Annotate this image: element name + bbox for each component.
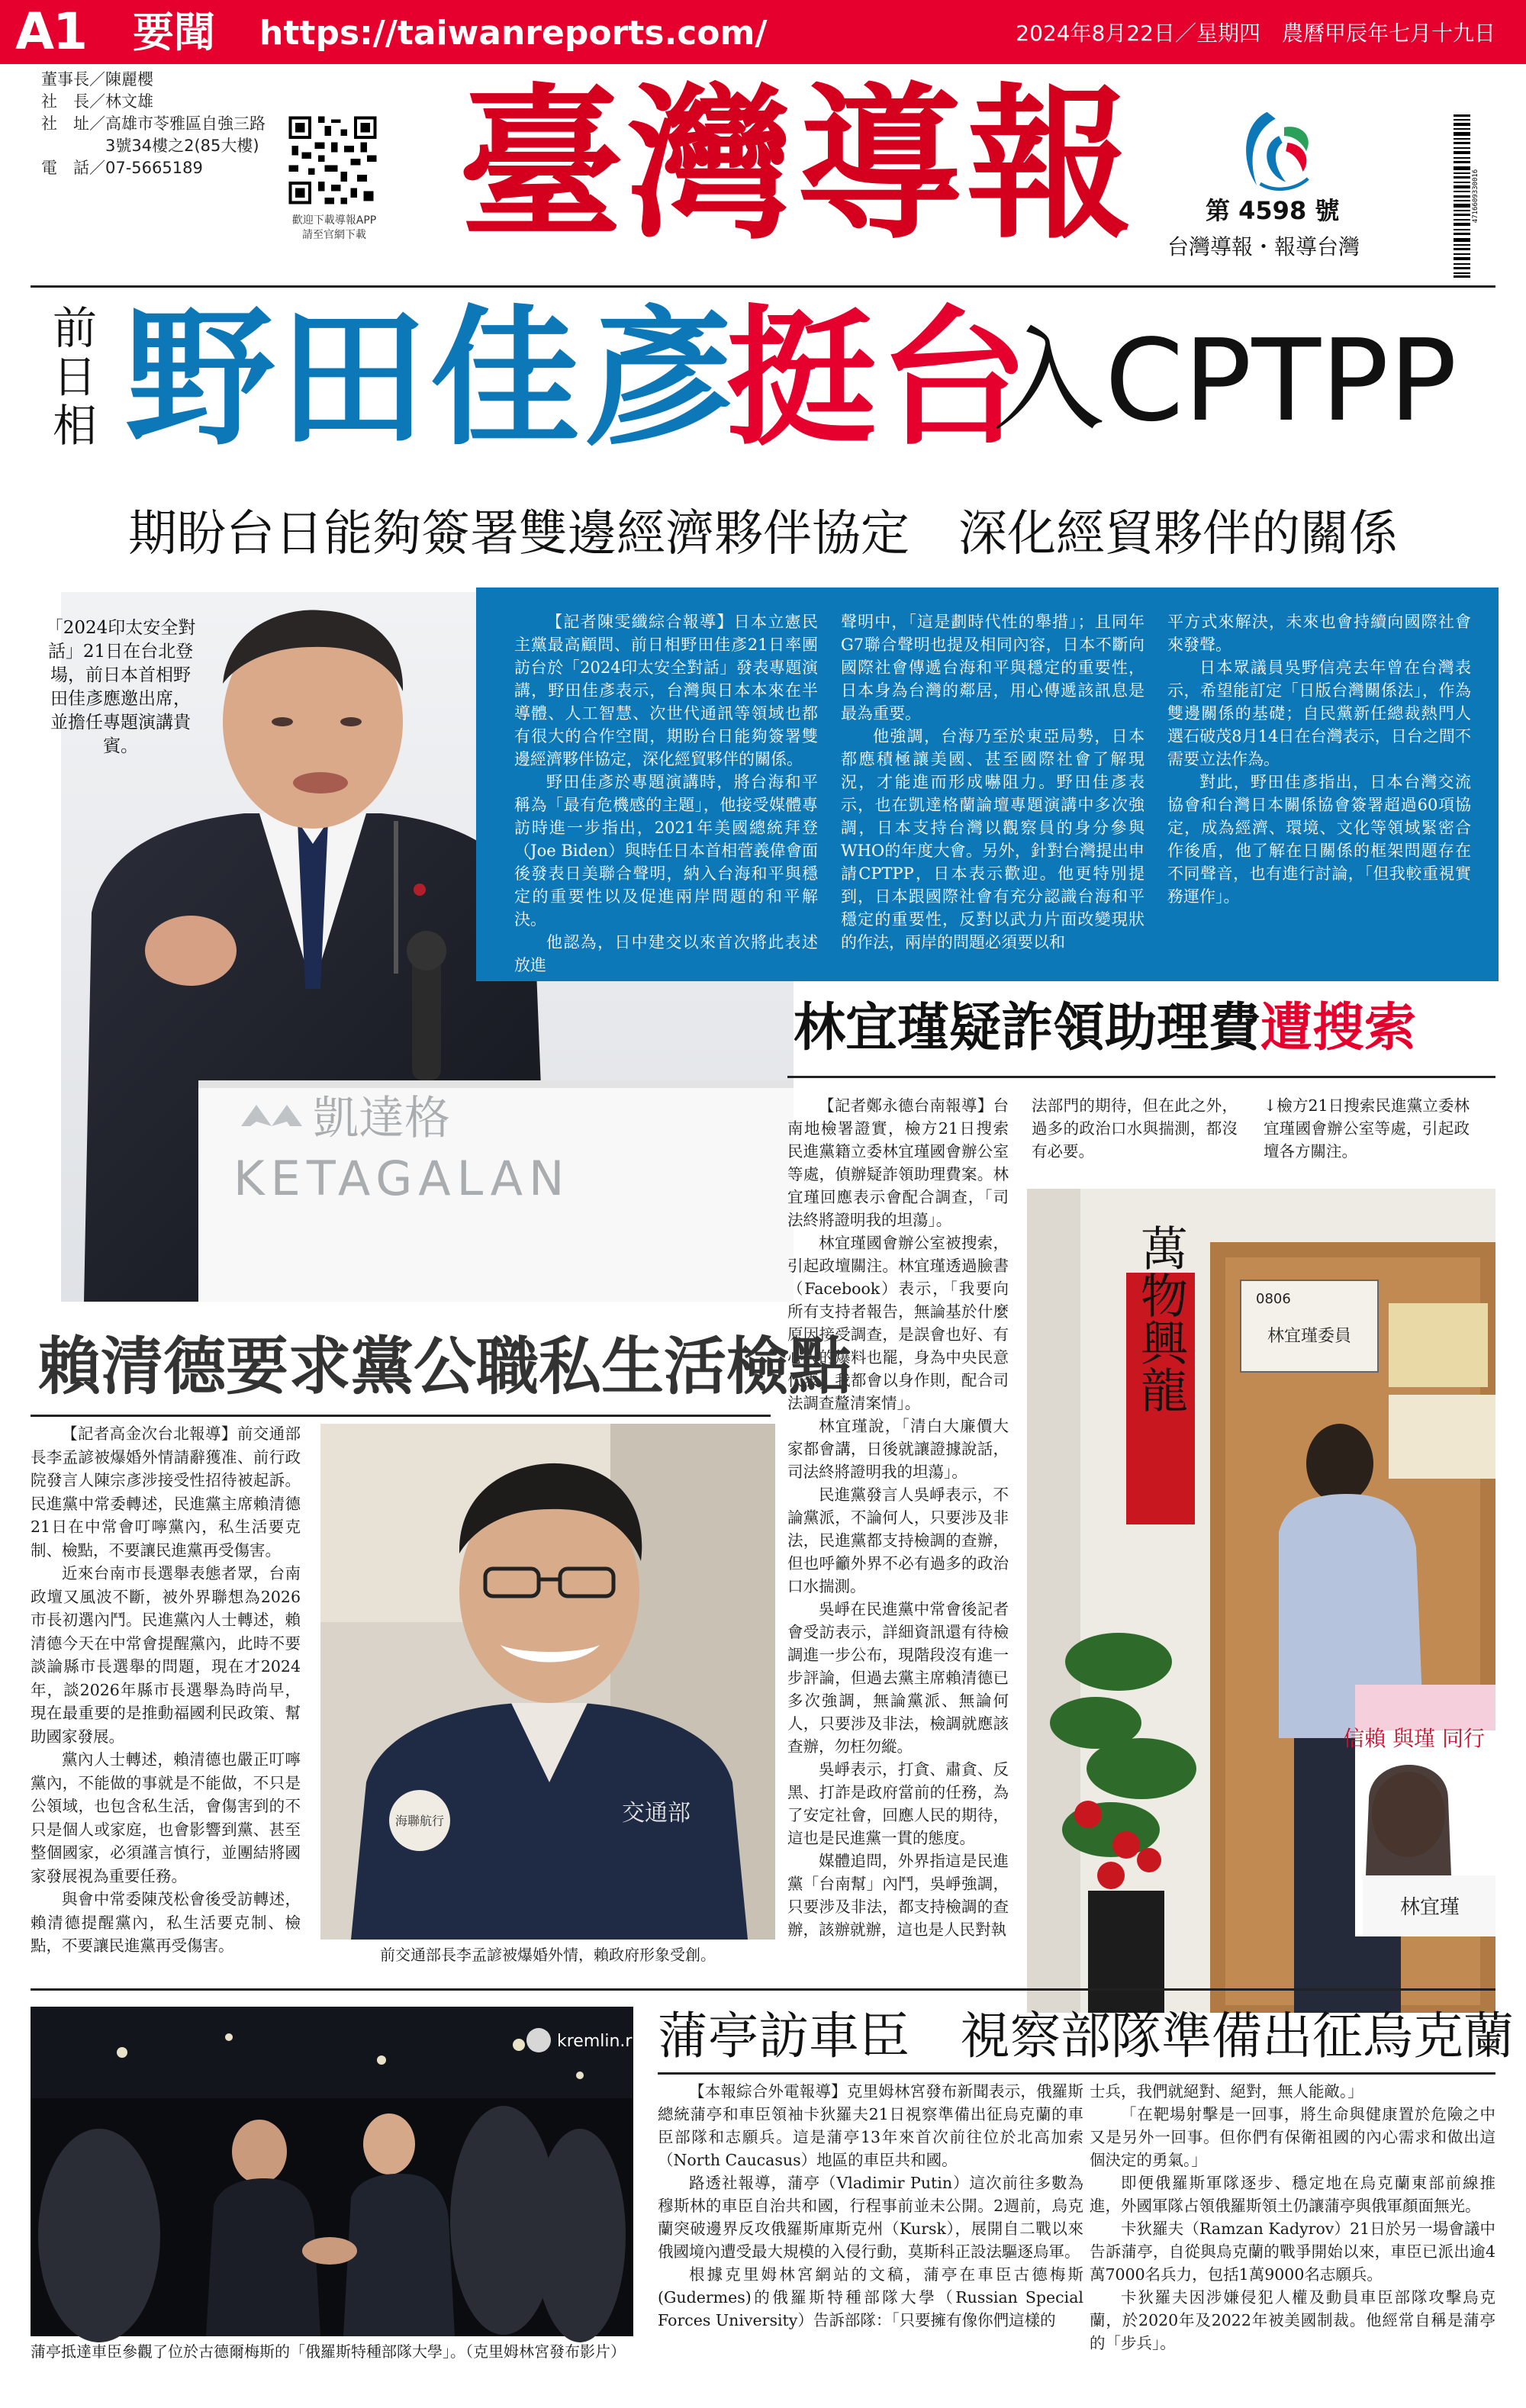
paragraph: 平方式來解決，未來也會持續向國際社會來發聲。 — [1167, 613, 1471, 654]
lead-photo-caption: 「2024印太安全對話」21日在台北登場，前日本首相野田佳彥應邀出席，並擔任專題演講貴賓。 — [45, 618, 196, 756]
paragraph: 對此，野田佳彥指出，日本台灣交流協會和台灣日本關係協會簽署超過60項協定，成為經濟、環境、文化等領域緊密合作後盾，他了解在日關係的框架問題存在不同聲音，也有進行討論，「但我較重視實務運作」。 — [1167, 773, 1471, 906]
article3-body — [31, 1422, 301, 1958]
paragraph: 黨內人士轉述，賴清德也嚴正叮嚀黨內，不能做的事就是不能做，不只是公領域，也包含私生活，會傷害到的不只是個人或家庭，也會影響到黨、甚至整個國家，必須謹言慎行，並團結將國家發展視為重要任務。 — [31, 1750, 301, 1885]
lead-body-column — [514, 610, 818, 974]
calligraphy-text: 萬物興龍 — [1132, 1224, 1189, 1413]
issue-date: 2024年8月22日／星期四 農曆甲辰年七月十九日 — [1016, 21, 1495, 46]
lead-body-column — [1167, 610, 1471, 966]
paragraph: 士兵，我們就絕對、絕對，無人能敵。」 — [1090, 2082, 1363, 2101]
article4-rule — [658, 2072, 1495, 2075]
staff-line: 電 話／07-5665189 — [41, 159, 203, 177]
article3-photo — [320, 1424, 775, 1940]
newspaper-logo-icon — [1235, 107, 1320, 192]
article4-photo — [31, 2007, 643, 2336]
article2-photo — [1027, 1189, 1495, 2013]
qr-code-icon[interactable] — [285, 113, 380, 208]
article2-body — [787, 1094, 1009, 2010]
slogan: 台灣導報・報導台灣 — [1167, 234, 1360, 259]
section-name: 要聞 — [133, 8, 215, 56]
poster-tagline: 信賴 與瑾 同行 — [1343, 1726, 1485, 1751]
paragraph: 日本眾議員吳野信亮去年曾在台灣表示，希望能訂定「日版台灣關係法」，作為雙邊關係的基礎；自民黨新任總裁熱門人選石破茂8月14日在台灣表示，日台之間不需要立法作為。 — [1167, 658, 1471, 768]
paragraph: 林宜瑾說，「清白大廉價大家都會講，日後就讓證據說話，司法終將證明我的坦蕩」。 — [787, 1417, 1009, 1481]
article4-top-rule — [31, 1988, 1495, 1991]
podium-logo-cn: 凱達格 — [313, 1092, 450, 1145]
jacket-badge-text: 交通部 — [622, 1800, 691, 1827]
headline-kicker: 前日相 — [52, 302, 97, 452]
poster-name: 林宜瑾 — [1399, 1896, 1460, 1919]
article2-headline — [794, 992, 1416, 1065]
qr-caption: 歡迎下載導報APP 請至官網下載 — [291, 214, 377, 241]
headline-verb: 挺台 — [726, 292, 1032, 466]
article2-headline-accent: 遭搜索 — [1260, 998, 1417, 1058]
staff-line: 董事長／陳麗櫻 — [41, 70, 153, 89]
headline-name: 野田佳彥 — [125, 292, 736, 466]
section-code: A1 — [15, 2, 87, 61]
paragraph: 即便俄羅斯軍隊逐步、穩定地在烏克蘭東部前線推進，外國軍隊占領俄羅斯領土仍讓蒲亭與俄軍顏面無光。 — [1090, 2174, 1495, 2215]
photo-watermark: kremlin.ru — [557, 2032, 643, 2051]
room-number: 0806 — [1256, 1291, 1291, 1307]
paragraph: 根據克里姆林宮網站的文稿，蒲亭在車臣古德梅斯(Gudermes)的俄羅斯特種部隊大學（Russian Special Forces University）告訴部隊：「只要擁有像你們這樣的 — [658, 2265, 1083, 2329]
article4-headline: 蒲亭訪車臣 視察部隊準備出征烏克蘭 — [658, 2007, 1514, 2065]
staff-line: 社 長／林文雄 — [41, 92, 153, 111]
lead-article-box — [476, 588, 1499, 981]
issue-number: 第 4598 號 — [1206, 196, 1340, 225]
badge-pin-text: 海聯航行 — [394, 1814, 445, 1828]
paragraph: 卡狄羅夫因涉嫌侵犯人權及動員車臣部隊攻擊烏克蘭，於2020年及2022年被美國制裁。他經常自稱是蒲亭的「步兵」。 — [1090, 2288, 1495, 2352]
article2-rule — [787, 1076, 1495, 1078]
paragraph: 野田佳彥於專題演講時，將台海和平稱為「最有危機感的主題」，他接受媒體專訪時進一步指出，2021年美國總統拜登（Joe Biden）與時任日本首相菅義偉會面後發表日美聯合聲明，納入台海和平與穩定的重要性以及促進兩岸問題的和平解決。 — [514, 773, 818, 929]
paragraph: 民進黨發言人吳崢表示，不論黨派，不論何人，只要涉及非法，民進黨都支持檢調的查辦，但也呼籲外界不必有過多的政治口水揣測。 — [787, 1486, 1009, 1595]
staff-line: 3號34樓之2(85大樓) — [41, 137, 259, 155]
paragraph: 聲明中，「這是劃時代性的舉措」；且同年G7聯合聲明也提及相同內容，日本不斷向國際社會傳遞台海和平與穩定的重要性，日本身為台灣的鄰居，用心傳遞該訊息是最為重要。 — [841, 613, 1144, 723]
article2-headline-main: 林宜瑾疑詐領助理費 — [794, 998, 1261, 1058]
podium-logo-en: KETAGALAN — [233, 1151, 571, 1206]
paragraph: 他強調，台海乃至於東亞局勢，日本都應積極讓美國、甚至國際社會了解現況，才能進而形成嚇阻力。野田佳彥表示，也在凱達格蘭論壇專題演講中多次強調，日本支持台灣以觀察員的身分參與WHO的年度大會。另外，針對台灣提出申請CPTPP，日本表示歡迎。他更特別提到，日本跟國際社會有充分認識台海和平穩定的重要性，反對以武力片面改變現狀的作法，兩岸的問題必須要以和 — [841, 727, 1144, 951]
article3-rule — [31, 1415, 771, 1417]
article2-top-right — [1032, 1094, 1474, 1186]
article4-photo-caption: 蒲亭抵達車臣參觀了位於古德爾梅斯的「俄羅斯特種部隊大學」。（克里姆林宮發布影片） — [31, 2342, 626, 2361]
paragraph: 媒體追問，外界指這是民進黨「台南幫」內鬥，吳崢強調，只要涉及非法，都支持檢調的查辦，該辦就辦，這也是人民對執 — [787, 1852, 1009, 1939]
article4-body-column — [658, 2080, 1083, 2332]
article2-photo-caption: ↓檢方21日搜索民進黨立委林宜瑾國會辦公室等處，引起政壇各方關注。 — [1264, 1096, 1470, 1161]
article3-photo-caption: 前交通部長李孟諺被爆婚外情，賴政府形象受創。 — [380, 1946, 716, 1964]
paragraph: 卡狄羅夫（Ramzan Kadyrov）21日於另一場會議中告訴蒲亭，自從與烏克蘭的戰爭開始以來，車臣已派出逾4萬7000名兵力，包括1萬9000名志願兵。 — [1090, 2220, 1495, 2284]
paragraph: 吳崢在民進黨中常會後記者會受訪表示，詳細資訊還有待檢調進一步公布，現階段沒有進一步評論，但過去黨主席賴清德已多次強調，無論黨派、無論何人，只要涉及非法，檢調就應該查辦，勿枉勿縱。 — [787, 1600, 1009, 1756]
staff-line: 社 址／高雄市苓雅區自強三路 — [41, 114, 266, 133]
paragraph: 路透社報導，蒲亭（Vladimir Putin）這次前往多數為穆斯林的車臣自治共和國，行程事前並未公開。2週前，烏克蘭突破邊界反攻俄羅斯庫斯克州（Kursk），展開自二戰以來俄國境內遭受最大規模的入侵行動，莫斯科正設法驅逐烏軍。 — [658, 2174, 1083, 2261]
lead-subheadline: 期盼台日能夠簽署雙邊經濟夥伴協定 深化經貿夥伴的關係 — [128, 506, 1398, 562]
paragraph: 【記者陳雯纖綜合報導】日本立憲民主黨最高顧問、前日相野田佳彥21日率團訪台於「2024印太安全對話」發表專題演講，野田佳彥表示，台灣與日本本來在半導體、人工智慧、次世代通訊等領域也都有很大的合作空間，期盼台日能夠簽署雙邊經濟夥伴協定，深化經貿夥伴的關係。 — [514, 613, 818, 768]
paragraph: 【記者高金次台北報導】前交通部長李孟諺被爆婚外情請辭獲准、前行政院發言人陳宗彥涉接受性招待被起訴。民進黨中常委轉述，民進黨主席賴清德21日在中常會叮嚀黨內，私生活要克制、檢點，不要讓民進黨再受傷害。 — [31, 1425, 301, 1560]
paragraph: 【本報綜合外電報導】克里姆林宮發布新聞表示，俄羅斯總統蒲亭和車臣領袖卡狄羅夫21日視察準備出征烏克蘭的車臣部隊和志願兵。這是蒲亭13年來首次前往位於北高加索（North Caucasus）地區的車臣共和國。 — [658, 2082, 1083, 2169]
lead-body-column — [841, 610, 1144, 966]
headline-rest: 入CPTPP — [992, 315, 1457, 446]
paragraph: 林宜瑾國會辦公室被搜索，引起政壇關注。林宜瑾透過臉書（Facebook）表示，「我要向所有支持者報告，無論基於什麼原因接受調查，是誤會也好、有心人的爆料也罷，身為中央民意代表，我都會以身作則，配合司法調查釐清案情」。 — [787, 1234, 1009, 1412]
site-url-link[interactable]: https://taiwanreports.com/ — [259, 14, 768, 53]
door-sign: 林宜瑾委員 — [1267, 1327, 1352, 1346]
masthead-rule — [31, 285, 1495, 288]
newspaper-title: 臺灣導報 — [458, 67, 1136, 261]
paragraph: 與會中常委陳茂松會後受訪轉述，賴清德提醒黨內，私生活要克制、檢點，不要讓民進黨再受傷害。 — [31, 1890, 301, 1955]
paragraph: 近來台南市長選舉表態者眾，台南政壇又風波不斷，被外界聯想為2026市長初選內鬥。民進黨內人士轉述，賴清德今天在中常會提醒黨內，此時不要談論縣市長選舉的問題，現在才2024年，談2026年縣市長選舉為時尚早，現在最重要的是推動福國利民政策、幫助國家發展。 — [31, 1564, 301, 1746]
paragraph: 吳崢表示，打貪、肅貪、反黑、打詐是政府當前的任務，為了安定社會，回應人民的期待，這也是民進黨一貫的態度。 — [787, 1760, 1009, 1847]
article3-headline: 賴清德要求黨公職私生活檢點 — [38, 1331, 852, 1403]
article4-body-column — [1090, 2080, 1495, 2355]
barcode-number: 4716609330016 — [1472, 169, 1479, 224]
barcode-icon — [1454, 114, 1481, 278]
paragraph: 【記者鄭永德台南報導】台南地檢署證實，檢方21日搜索民進黨籍立委林宜瑾國會辦公室等處，偵辦疑詐領助理費案。林宜瑾回應表示會配合調查，「司法終將證明我的坦蕩」。 — [787, 1096, 1009, 1229]
paragraph: 他認為，日中建交以來首次將此表述放進 — [514, 933, 818, 974]
article2-body-continued: 法部門的期待，但在此之外，過多的政治口水與揣測，都沒有必要。 — [1032, 1096, 1238, 1161]
paragraph: 「在靶場射擊是一回事，將生命與健康置於危險之中又是另外一回事。但你們有保衛祖國的內心需求和做出這個決定的勇氣。」 — [1090, 2105, 1495, 2169]
